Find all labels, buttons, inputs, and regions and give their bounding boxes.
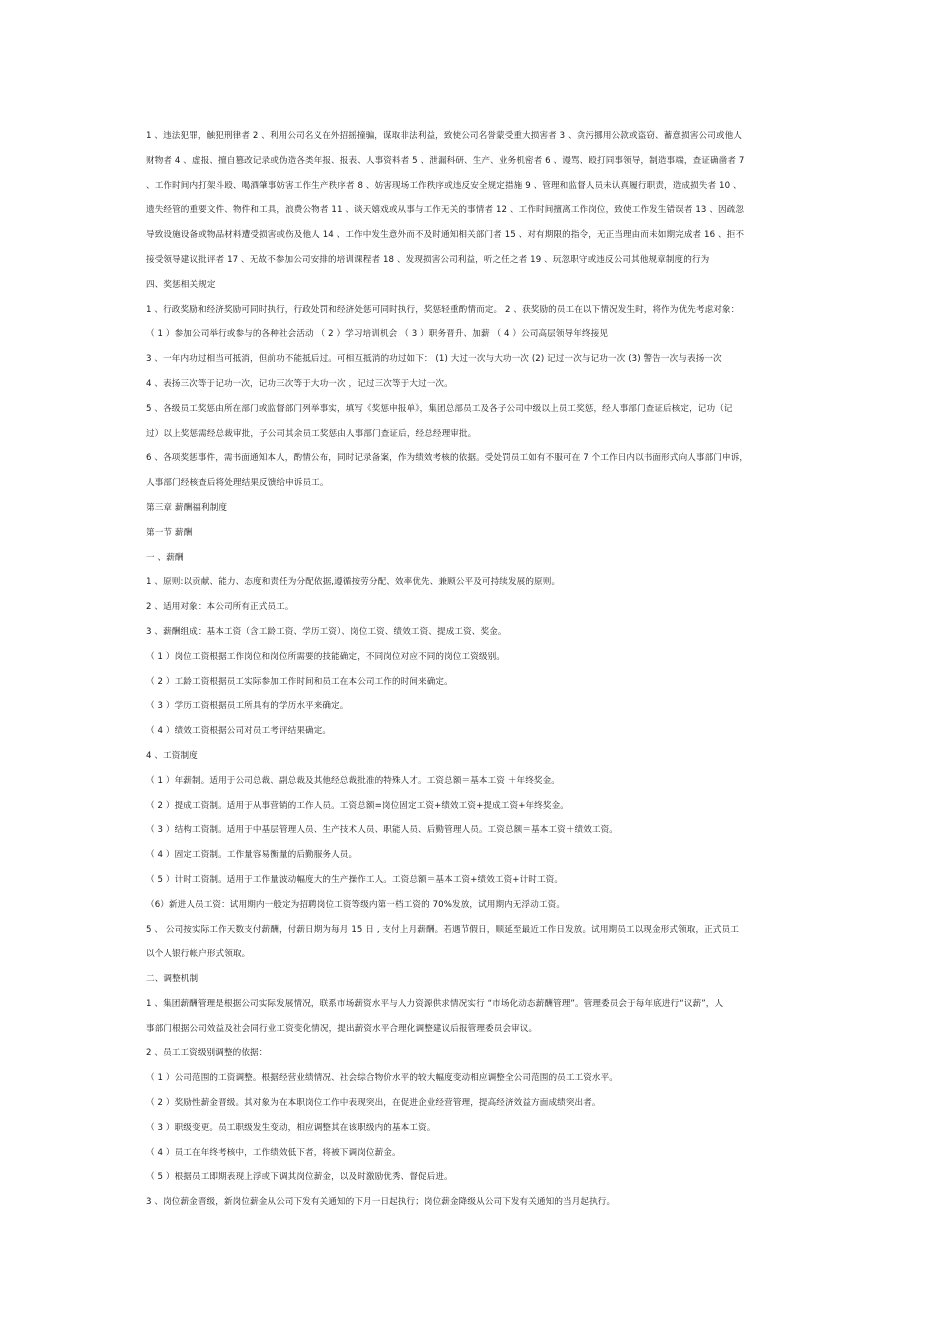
text-line: 接受领导建议批评者 17 、无故不参加公司安排的培训课程者 18 、发现损害公司利益，听之任之者 19 、玩忽职守或违反公司其他规章制度的行为 (146, 254, 710, 265)
text-line: 人事部门经核查后将处理结果反馈给申诉员工。 (146, 478, 329, 489)
text-line: （ 2 ）奖励性薪金晋级。其对象为在本职岗位工作中表现突出，在促进企业经营管理，提高经济效益方面成绩突出者。 (146, 1098, 601, 1109)
text-line: （ 2 ）提成工资制。适用于从事营销的工作人员。工资总额=岗位固定工资+绩效工资+提成工资+年终奖金。 (146, 800, 569, 811)
text-line: 导致设施设备或物品材料遭受损害或伤及他人 14 、工作中发生意外而不及时通知相关部门者 15 、对有期限的指令，无正当理由而未如期完成者 16 、拒不 (146, 230, 745, 241)
text-line: （ 5 ）根据员工即期表现上浮或下调其岗位薪金，以及时激励优秀、督促后进。 (146, 1172, 453, 1183)
text-line: （ 3 ）职级变更。员工职级发生变动，相应调整其在该职级内的基本工资。 (146, 1122, 436, 1133)
text-line: 第三章 薪酬福利制度 (146, 502, 228, 513)
text-line: 6 、各项奖惩事件，需书面通知本人，酌情公布，同时记录备案，作为绩效考核的依据。受处罚员工如有不服可在 7 个工作日内以书面形式向人事部门申诉， (146, 453, 749, 464)
text-line: 4 、工资制度 (146, 750, 198, 761)
text-line: 4 、表扬三次等于记功一次，记功三次等于大功一次 ，记过三次等于大过一次。 (146, 378, 453, 389)
text-line: 3 、薪酬组成：基本工资（含工龄工资、学历工资）、岗位工资、绩效工资、提成工资、奖金。 (146, 626, 507, 637)
text-line: （ 2 ）工龄工资根据员工实际参加工作时间和员工在本公司工作的时间来确定。 (146, 676, 453, 687)
text-line: 以个人银行帐户形式领取。 (146, 949, 251, 960)
text-line: （ 3 ）结构工资制。适用于中基层管理人员、生产技术人员、职能人员、后勤管理人员。工资总额＝基本工资＋绩效工资。 (146, 825, 619, 836)
text-line: 一 、薪酬 (146, 552, 184, 563)
text-line: 2 、员工工资级别调整的依据： (146, 1048, 268, 1059)
text-line: 过）以上奖惩需经总裁审批，子公司其余员工奖惩由人事部门查证后，经总经理审批。 (146, 428, 477, 439)
text-line: 、工作时间内打架斗殴、喝酒肇事妨害工作生产秩序者 8 、妨害现场工作秩序或违反安全规定措施 9 、管理和监督人员未认真履行职责，造成损失者 10 、 (146, 180, 742, 191)
text-line: （ 4 ）固定工资制。工作量容易衡量的后勤服务人员。 (146, 850, 358, 861)
text-line: 四、奖惩相关规定 (146, 279, 216, 290)
text-line: 遗失经管的重要文件、物件和工具，浪费公物者 11 、谈天嬉戏或从事与工作无关的事情者 12 、工作时间擅离工作岗位，致使工作发生错误者 13 、因疏忽 (146, 205, 745, 216)
text-line: （ 4 ）员工在年终考核中，工作绩效低下者，将被下调岗位薪金。 (146, 1147, 401, 1158)
text-line: 财物者 4 、虚报、擅自篡改记录或伪造各类年报、报表、人事资料者 5 、泄漏科研、生产、业务机密者 6 、谩骂、殴打同事领导，制造事端，查证确凿者 7 (146, 155, 745, 166)
text-line: 1 、违法犯罪，触犯刑律者 2 、利用公司名义在外招摇撞骗，谋取非法利益，致使公司名誉蒙受重大损害者 3 、贪污挪用公款或盗窃、蓄意损害公司或他人 (146, 131, 742, 141)
text-line: 3 、岗位薪金晋级，新岗位薪金从公司下发有关通知的下月一日起执行；岗位薪金降级从公司下发有关通知的当月起执行。 (146, 1197, 616, 1208)
text-line: （ 5 ）计时工资制。适用于工作量波动幅度大的生产操作工人。工资总额＝基本工资+绩效工资+计时工资。 (146, 874, 564, 885)
text-line: （ 3 ）学历工资根据员工所具有的学历水平来确定。 (146, 701, 349, 712)
text-line: 事部门根据公司效益及社会同行业工资变化情况，提出薪资水平合理化调整建议后报管理委员会审议。 (146, 1023, 538, 1034)
text-line: 1 、原则:以贡献、能力、态度和责任为分配依据,遵循按劳分配、效率优先、兼顾公平及可持续发展的原则。 (146, 577, 561, 588)
text-line: 1 、集团薪酬管理是根据公司实际发展情况，联系市场薪资水平与人力资源供求情况实行 “市场化动态薪酬管理”。管理委员会于每年底进行“议薪”，人 (146, 998, 724, 1009)
text-line: 2 、适用对象：本公司所有正式员工。 (146, 602, 294, 613)
document-body (146, 124, 806, 1215)
text-line: （ 4 ）绩效工资根据公司对员工考评结果确定。 (146, 726, 332, 737)
text-line: （ 1 ）公司范围的工资调整。根据经营业绩情况、社会综合物价水平的较大幅度变动相应调整全公司范围的员工工资水平。 (146, 1073, 619, 1084)
text-line: （ 1 ）年薪制。适用于公司总裁、副总裁及其他经总裁批准的特殊人才。工资总额＝基本工资 ＋年终奖金。 (146, 775, 560, 786)
text-line: 第一节 薪酬 (146, 527, 193, 538)
text-line: （ 1 ）参加公司举行或参与的各种社会活动 （ 2 ）学习培训机会 （ 3 ）职务晋升、加薪 （ 4 ）公司高层领导年终接见 (146, 329, 609, 340)
text-line: 3 、一年内功过相当可抵消，但前功不能抵后过。可相互抵消的功过如下： (1) 大过一次与大功一次 (2) 记过一次与记功一次 (3) 警告一次与表扬一次 (146, 354, 722, 365)
text-line: 1 、行政奖励和经济奖励可同时执行，行政处罚和经济处惩可同时执行，奖惩轻重酌情而定。 2 、获奖励的员工在以下情况发生时，将作为优先考虑对象： (146, 304, 740, 315)
text-line: （6）新进人员工资：试用期内一般定为招聘岗位工资等级内第一档工资的 70%发放，试用期内无浮动工资。 (146, 899, 566, 910)
text-line: 5 、 公司按实际工作天数支付薪酬，付薪日期为每月 15 日 , 支付上月薪酬。若遇节假日，顺延至最近工作日发放。试用期员工以现金形式领取，正式员工 (146, 924, 739, 935)
text-line: 二、调整机制 (146, 974, 199, 985)
text-line: （ 1 ）岗位工资根据工作岗位和岗位所需要的技能确定，不同岗位对应不同的岗位工资级别。 (146, 651, 505, 662)
text-line: 5 、各级员工奖惩由所在部门或监督部门列举事实，填写《奖惩申报单》，集团总部员工及各子公司中级以上员工奖惩，经人事部门查证后核定，记功（记 (146, 403, 733, 414)
